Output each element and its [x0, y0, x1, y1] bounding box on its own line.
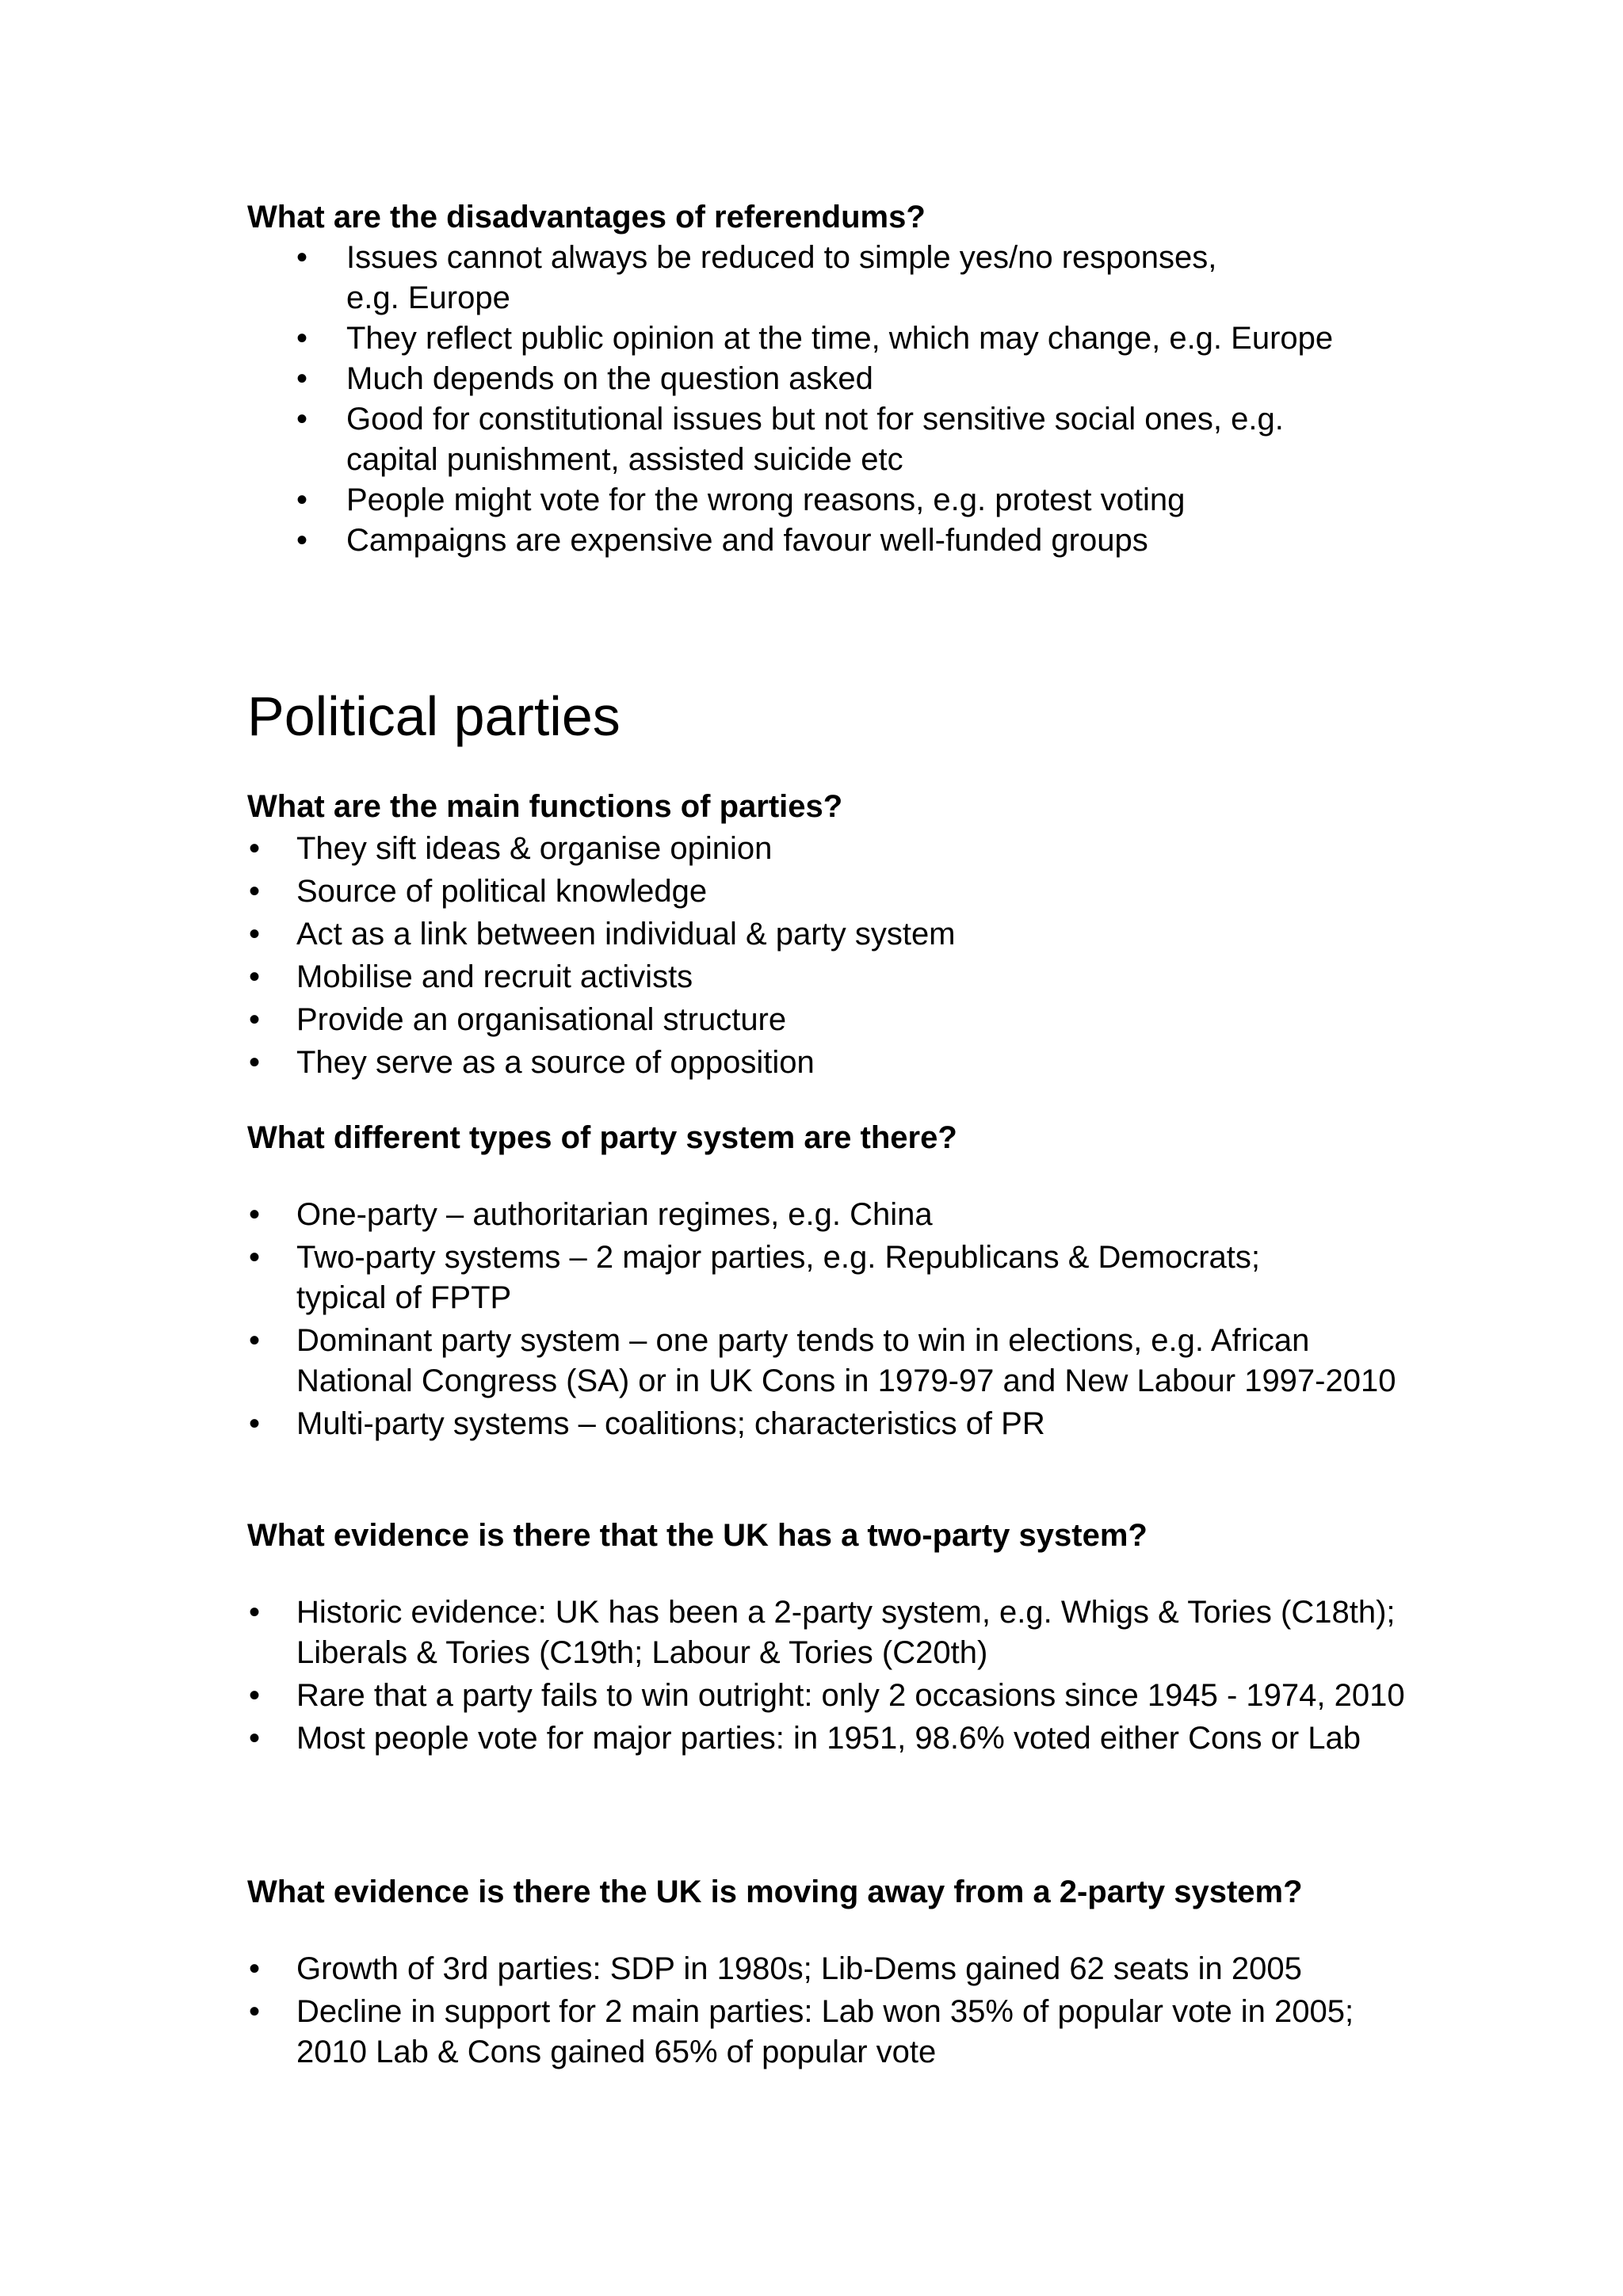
bullet-icon: • [249, 1406, 261, 1441]
list-item [247, 829, 1396, 869]
list-item-text: Mobilise and recruit activists [296, 959, 693, 994]
list-item [247, 1238, 1335, 1318]
bullet-icon: • [249, 1323, 261, 1358]
bullet-icon: • [296, 523, 308, 558]
list-item-text: Two-party systems – 2 major parties, e.g. Republicans & Democrats; typical of FPTP [296, 1240, 1261, 1315]
bullet-icon: • [249, 874, 261, 909]
referendum-disadvantages-heading: What are the disadvantages of referendums? [247, 200, 926, 235]
list-item [247, 1000, 1396, 1040]
party-system-types-heading: What different types of party system are there? [247, 1120, 957, 1155]
party-functions-heading: What are the main functions of parties? [247, 789, 843, 824]
list-item-text: Campaigns are expensive and favour well-funded groups [346, 523, 1148, 558]
list-item-text: People might vote for the wrong reasons, e.g. protest voting [346, 482, 1186, 517]
moving-away-evidence-heading: What evidence is there the UK is moving away from a 2-party system? [247, 1875, 1303, 1909]
list-item [247, 521, 1396, 561]
bullet-icon: • [249, 959, 261, 994]
party-system-types-list [247, 1195, 1396, 1444]
list-item-text: They reflect public opinion at the time, which may change, e.g. Europe [346, 321, 1334, 356]
list-item-text: Act as a link between individual & party system [296, 917, 956, 952]
list-item-text: Source of political knowledge [296, 874, 708, 909]
list-item-text: Multi-party systems – coalitions; characteristics of PR [296, 1406, 1045, 1441]
bullet-icon: • [296, 361, 308, 396]
list-item [247, 238, 1266, 318]
two-party-evidence-heading: What evidence is there that the UK has a two-party system? [247, 1518, 1148, 1553]
moving-away-evidence-section [247, 1871, 1396, 2073]
bullet-icon: • [296, 402, 308, 437]
list-item [247, 871, 1396, 912]
bullet-icon: • [249, 1240, 261, 1275]
list-item-text: Much depends on the question asked [346, 361, 873, 396]
bullet-icon: • [249, 1951, 261, 1986]
bullet-icon: • [249, 1721, 261, 1756]
list-item [247, 480, 1396, 521]
list-item-text: They sift ideas & organise opinion [296, 831, 773, 866]
list-item-text: Dominant party system – one party tends to win in elections, e.g. African National Congress (SA) or in UK Cons in 1979-97 and New Labour 1997-2010 [296, 1323, 1396, 1398]
list-item [247, 1195, 1396, 1235]
party-system-types-section [247, 1117, 1396, 1444]
two-party-evidence-list [247, 1592, 1405, 1759]
bullet-icon: • [296, 321, 308, 356]
bullet-icon: • [249, 1994, 261, 2029]
party-functions-list [247, 829, 1396, 1083]
list-item [247, 399, 1289, 480]
two-party-evidence-section [247, 1515, 1405, 1759]
bullet-icon: • [249, 1002, 261, 1037]
list-item [247, 1043, 1396, 1083]
list-item [247, 1676, 1430, 1716]
bullet-icon: • [249, 1197, 261, 1232]
list-item-text: Good for constitutional issues but not for sensitive social ones, e.g. capital punishment, assisted suicide etc [346, 402, 1284, 477]
list-item [247, 1321, 1422, 1402]
list-item [247, 1992, 1390, 2073]
list-item-text: One-party – authoritarian regimes, e.g. China [296, 1197, 933, 1232]
bullet-icon: • [249, 1595, 261, 1630]
list-item-text: They serve as a source of opposition [296, 1045, 815, 1080]
list-item [247, 1718, 1406, 1759]
party-functions-section [247, 786, 1396, 1083]
list-item [247, 914, 1396, 955]
bullet-icon: • [249, 1045, 261, 1080]
bullet-icon: • [249, 1678, 261, 1713]
list-item-text: Provide an organisational structure [296, 1002, 787, 1037]
moving-away-evidence-list [247, 1949, 1396, 2073]
list-item [247, 359, 1396, 399]
list-item-text: Historic evidence: UK has been a 2-party system, e.g. Whigs & Tories (C18th); Liberals & Tories (C19th; Labour & Tories (C20th) [296, 1595, 1396, 1670]
referendum-disadvantages-list [247, 238, 1396, 561]
list-item-text: Decline in support for 2 main parties: Lab won 35% of popular vote in 2005; 2010 Lab & Cons gained 65% of popular vote [296, 1994, 1354, 2069]
list-item [247, 318, 1456, 359]
list-item-text: Growth of 3rd parties: SDP in 1980s; Lib-Dems gained 62 seats in 2005 [296, 1951, 1302, 1986]
list-item [247, 1404, 1396, 1444]
bullet-icon: • [249, 917, 261, 952]
list-item [247, 1949, 1396, 1989]
list-item [247, 957, 1396, 997]
page-title: Political parties [247, 685, 621, 747]
list-item-text: Most people vote for major parties: in 1951, 98.6% voted either Cons or Lab [296, 1721, 1361, 1756]
referendum-disadvantages-section [247, 196, 1396, 561]
list-item-text: Rare that a party fails to win outright: only 2 occasions since 1945 - 1974, 2010 [296, 1678, 1405, 1713]
list-item [247, 1592, 1414, 1673]
bullet-icon: • [296, 240, 308, 275]
bullet-icon: • [249, 831, 261, 866]
list-item-text: Issues cannot always be reduced to simple yes/no responses, e.g. Europe [346, 240, 1217, 315]
bullet-icon: • [296, 482, 308, 517]
